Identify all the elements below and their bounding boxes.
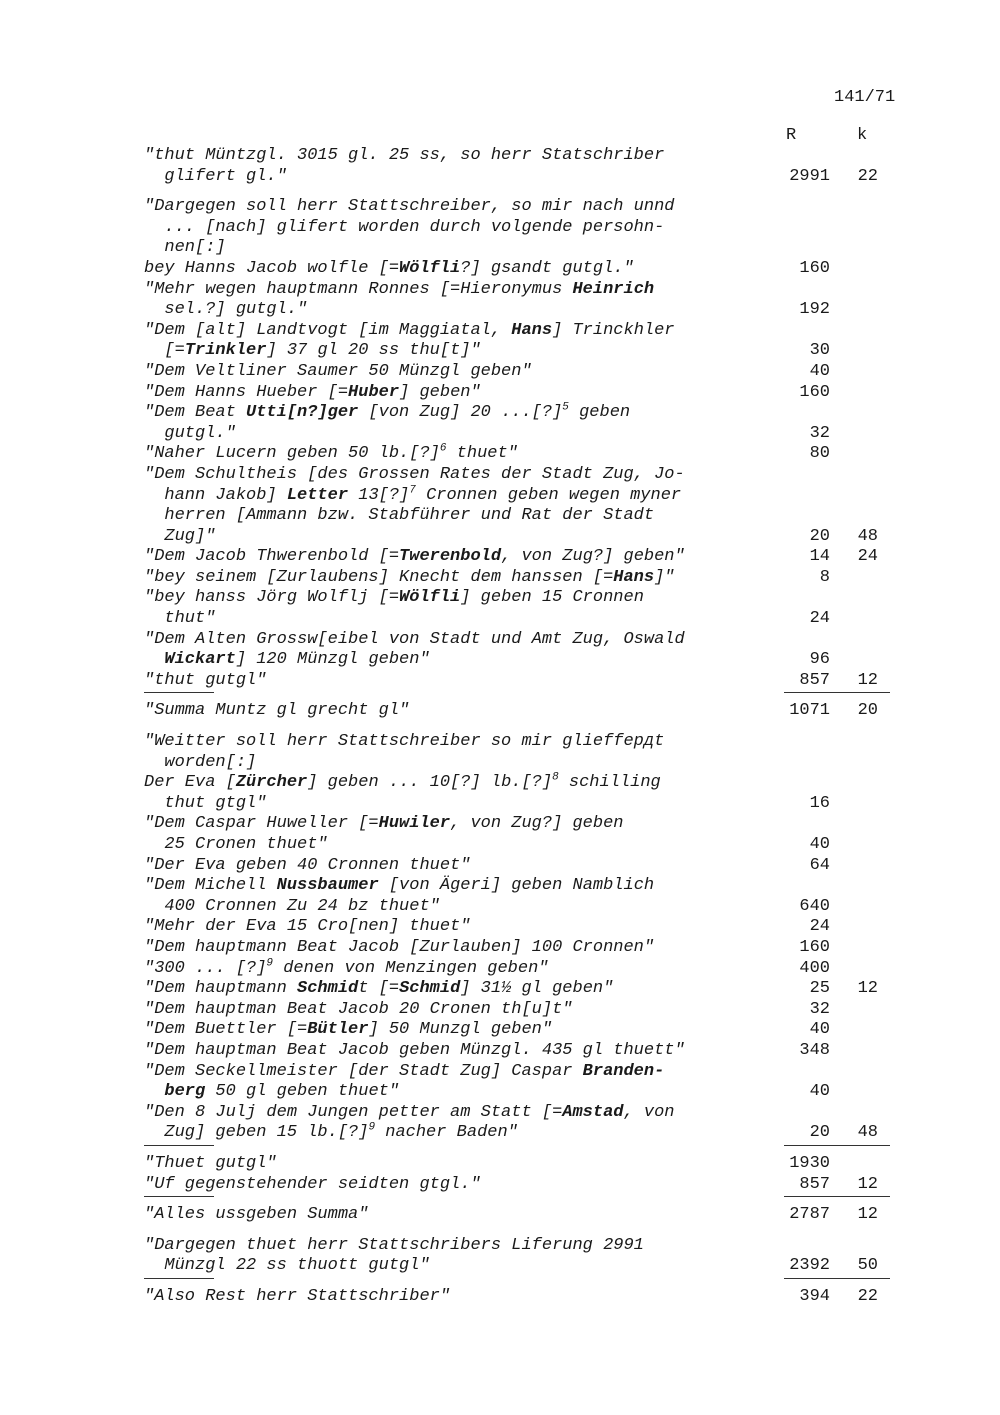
entry-text: "Summa Muntz gl grecht gl" <box>144 701 410 721</box>
amount-r: 80 <box>809 444 830 464</box>
amount-r: 394 <box>799 1286 830 1306</box>
amount-r: 192 <box>799 300 830 320</box>
ledger-entries <box>144 146 904 1307</box>
column-header-k: k <box>857 126 868 145</box>
entry-text: "Dargegen thuet herr Stattschribers Liferung 2991 <box>144 1235 644 1255</box>
entry-text: berg 50 gl geben thuet" <box>164 1082 400 1102</box>
entry-text: thut" <box>144 609 216 629</box>
entry-text: glifert gl." <box>144 166 287 186</box>
entry-text: "Alles ussgeben Summa" <box>144 1205 369 1225</box>
entry-text: "Dem Seckellmeister [der Stadt Zug] Caspar Branden- <box>144 1061 665 1081</box>
amount-r: 30 <box>809 341 830 361</box>
ledger-row <box>144 146 904 187</box>
ledger-row <box>144 403 904 444</box>
amount-k: 12 <box>857 1174 878 1194</box>
ledger-row <box>144 259 904 280</box>
sum-rule <box>784 1196 890 1197</box>
ledger-row <box>144 1175 904 1196</box>
ledger-row <box>144 547 904 568</box>
amount-r: 160 <box>799 937 830 957</box>
text-underline <box>144 1278 214 1279</box>
entry-text: "Naher Lucern geben 50 lb.[?]$^6$ thuet" <box>144 442 518 464</box>
entry-text: "Dem hauptmann Schmidt [=Schmid] 31½ gl geben" <box>144 979 614 999</box>
ledger-row <box>144 630 904 671</box>
entry-text: "Dargegen soll herr Stattschreiber, so mir nach unnd <box>144 197 675 217</box>
amount-r: 16 <box>809 793 830 813</box>
text-underline <box>144 692 214 693</box>
entry-text: Zug] geben 15 lb.[?]$^9$ nacher Baden" <box>144 1121 518 1143</box>
entry-text: "Dem Veltliner Saumer 50 Münzgl geben" <box>144 361 532 381</box>
amount-k: 20 <box>857 701 878 721</box>
entry-text: "Dem hauptmann Beat Jacob [Zurlauben] 100 Cronnen" <box>144 937 655 957</box>
entry-text: "Dem hauptman Beat Jacob 20 Cronen th[u]t" <box>144 999 573 1019</box>
amount-r: 32 <box>809 999 830 1019</box>
entry-text: "Den 8 Julj dem Jungen petter am Statt [=Amstad, von <box>144 1102 675 1122</box>
ledger-row <box>144 444 904 465</box>
ledger-row <box>144 1062 904 1103</box>
amount-r: 20 <box>809 526 830 546</box>
amount-r: 64 <box>809 855 830 875</box>
entry-text: "Dem Hanns Hueber [=Huber] geben" <box>144 382 481 402</box>
ledger-row <box>144 979 904 1000</box>
column-header-r: R <box>786 126 797 145</box>
entry-text: Münzgl 22 ss thuott gutgl" <box>144 1256 430 1276</box>
amount-r: 857 <box>799 670 830 690</box>
entry-text: "Dem Beat Utti[n?]ger [von Zug] 20 ...[?]$^5$ geben <box>144 401 631 423</box>
ledger-row <box>144 280 904 321</box>
amount-r: 8 <box>819 567 830 587</box>
ledger-row <box>144 671 904 692</box>
entry-text: "Also Rest herr Stattschriber" <box>144 1286 451 1306</box>
ledger-row <box>144 1287 904 1308</box>
amount-k: 12 <box>857 670 878 690</box>
amount-k: 48 <box>857 526 878 546</box>
amount-r: 32 <box>809 423 830 443</box>
entry-text: "Dem Jacob Thwerenbold [=Twerenbold, von Zug?] geben" <box>144 547 685 567</box>
amount-r: 24 <box>809 917 830 937</box>
ledger-row <box>144 1154 904 1175</box>
entry-text: "Uf gegenstehender seidten gtgl." <box>144 1174 481 1194</box>
amount-r: 14 <box>809 547 830 567</box>
entry-text: "thut Müntzgl. 3015 gl. 25 ss, so herr Statschriber <box>144 146 665 165</box>
ledger-row <box>144 1041 904 1062</box>
amount-r: 640 <box>799 896 830 916</box>
entry-text: "300 ... [?]$^9$ denen von Menzingen geben" <box>144 956 549 978</box>
entry-text: "Dem Schultheis [des Grossen Rates der Stadt Zug, Jo- <box>144 464 685 484</box>
text-underline <box>144 1145 214 1146</box>
amount-r: 2991 <box>789 166 830 186</box>
amount-k: 50 <box>857 1256 878 1276</box>
row-gap <box>144 1226 904 1236</box>
row-gap <box>144 722 904 732</box>
ledger-row <box>144 362 904 383</box>
ledger-row <box>144 383 904 404</box>
entry-text: thut gtgl" <box>144 793 267 813</box>
entry-text: "Dem [alt] Landtvogt [im Maggiatal, Hans] Trinckhler <box>144 320 675 340</box>
entry-text: "Der Eva geben 40 Cronnen thuet" <box>144 855 471 875</box>
ledger-row <box>144 568 904 589</box>
amount-r: 857 <box>799 1174 830 1194</box>
ledger-row <box>144 321 904 362</box>
amount-k: 12 <box>857 979 878 999</box>
sum-rule <box>784 692 890 693</box>
sum-rule <box>784 1278 890 1279</box>
ledger-row <box>144 938 904 959</box>
entry-text: sel.?] gutgl." <box>144 300 308 320</box>
ledger-row <box>144 1205 904 1226</box>
amount-r: 96 <box>809 650 830 670</box>
entry-text: 400 Cronnen Zu 24 bz thuet" <box>144 896 440 916</box>
amount-r: 40 <box>809 1020 830 1040</box>
amount-r: 2392 <box>789 1256 830 1276</box>
amount-k: 48 <box>857 1123 878 1143</box>
ledger-row <box>144 814 904 855</box>
entry-text: [=Trinkler] 37 gl 20 ss thu[t]" <box>144 341 481 361</box>
entry-text: "Dem Alten Grossw[eibel von Stadt und Amt Zug, Oswald <box>144 629 685 649</box>
amount-r: 400 <box>799 958 830 978</box>
entry-text: "Dem Caspar Huweller [=Huwiler, von Zug?] geben <box>144 814 624 834</box>
amount-r: 160 <box>799 258 830 278</box>
entry-text: "bey seinem [Zurlaubens] Knecht dem hanssen [=Hans]" <box>144 567 675 587</box>
entry-text: ... [nach] glifert worden durch volgende persohn- <box>144 217 665 237</box>
entry-text: hann Jakob] Letter 13[?]$^7$ Cronnen geben wegen myner <box>144 483 682 505</box>
amount-k: 22 <box>857 1286 878 1306</box>
entry-text: Zug]" <box>144 526 216 546</box>
entry-text: "thut gutgl" <box>144 670 267 690</box>
entry-text: "Thuet gutgl" <box>144 1153 277 1173</box>
entry-text: 25 Cronen thuet" <box>144 835 328 854</box>
amount-r: 348 <box>799 1040 830 1060</box>
ledger-row <box>144 1236 904 1277</box>
ledger-row <box>144 1020 904 1041</box>
ledger-row <box>144 773 904 814</box>
entry-text: "Dem hauptman Beat Jacob geben Münzgl. 435 gl thuett" <box>144 1040 685 1060</box>
ledger-row <box>144 197 904 259</box>
entry-text: Wickart] 120 Münzgl geben" <box>164 650 430 670</box>
amount-r: 25 <box>809 979 830 999</box>
amount-r: 40 <box>809 835 830 854</box>
amount-k: 12 <box>857 1205 878 1225</box>
entry-text: "Mehr der Eva 15 Cro[nen] thuet" <box>144 917 471 937</box>
text-underline <box>144 1196 214 1197</box>
sum-rule <box>784 1145 890 1146</box>
ledger-row <box>144 876 904 917</box>
entry-text: "Mehr wegen hauptmann Ronnes [=Hieronymus Heinrich <box>144 279 655 299</box>
amount-r: 1930 <box>789 1153 830 1173</box>
entry-text: nen[:] <box>144 238 226 258</box>
entry-text: "Dem Michell Nussbaumer [von Ägeri] geben Namblich <box>144 876 655 896</box>
ledger-row <box>144 1000 904 1021</box>
amount-k: 22 <box>857 166 878 186</box>
ledger-row <box>144 917 904 938</box>
row-gap <box>144 187 904 197</box>
amount-r: 160 <box>799 382 830 402</box>
entry-text: Der Eva [Zürcher] geben ... 10[?] lb.[?]$^8$ schilling <box>144 771 661 793</box>
amount-k: 24 <box>857 547 878 567</box>
ledger-row <box>144 465 904 547</box>
amount-r: 2787 <box>789 1205 830 1225</box>
amount-r: 40 <box>809 1082 830 1102</box>
entry-text: "Dem Buettler [=Bütler] 50 Munzgl geben" <box>144 1020 553 1040</box>
entry-text: herren [Ammann bzw. Stabführer und Rat der Stadt <box>144 506 655 526</box>
ledger-row <box>144 732 904 773</box>
entry-text: worden[:] <box>144 752 257 772</box>
amount-r: 40 <box>809 361 830 381</box>
entry-text: bey Hanns Jacob wolfle [=Wölfli?] gsandt gutgl." <box>144 258 634 278</box>
entry-text: gutgl." <box>144 423 236 443</box>
ledger-row <box>144 856 904 877</box>
page-number: 141/71 <box>834 88 896 107</box>
entry-text: "bey hanss Jörg Wolflj [=Wölfli] geben 15 Cronnen <box>144 588 644 608</box>
ledger-row <box>144 588 904 629</box>
ledger-row <box>144 1103 904 1144</box>
ledger-row <box>144 701 904 722</box>
ledger-row <box>144 956 904 980</box>
amount-r: 24 <box>809 609 830 629</box>
entry-text: "Weitter soll herr Stattschreiber so mir glieffердt <box>144 732 665 752</box>
amount-r: 1071 <box>789 701 830 721</box>
amount-r: 20 <box>809 1123 830 1143</box>
